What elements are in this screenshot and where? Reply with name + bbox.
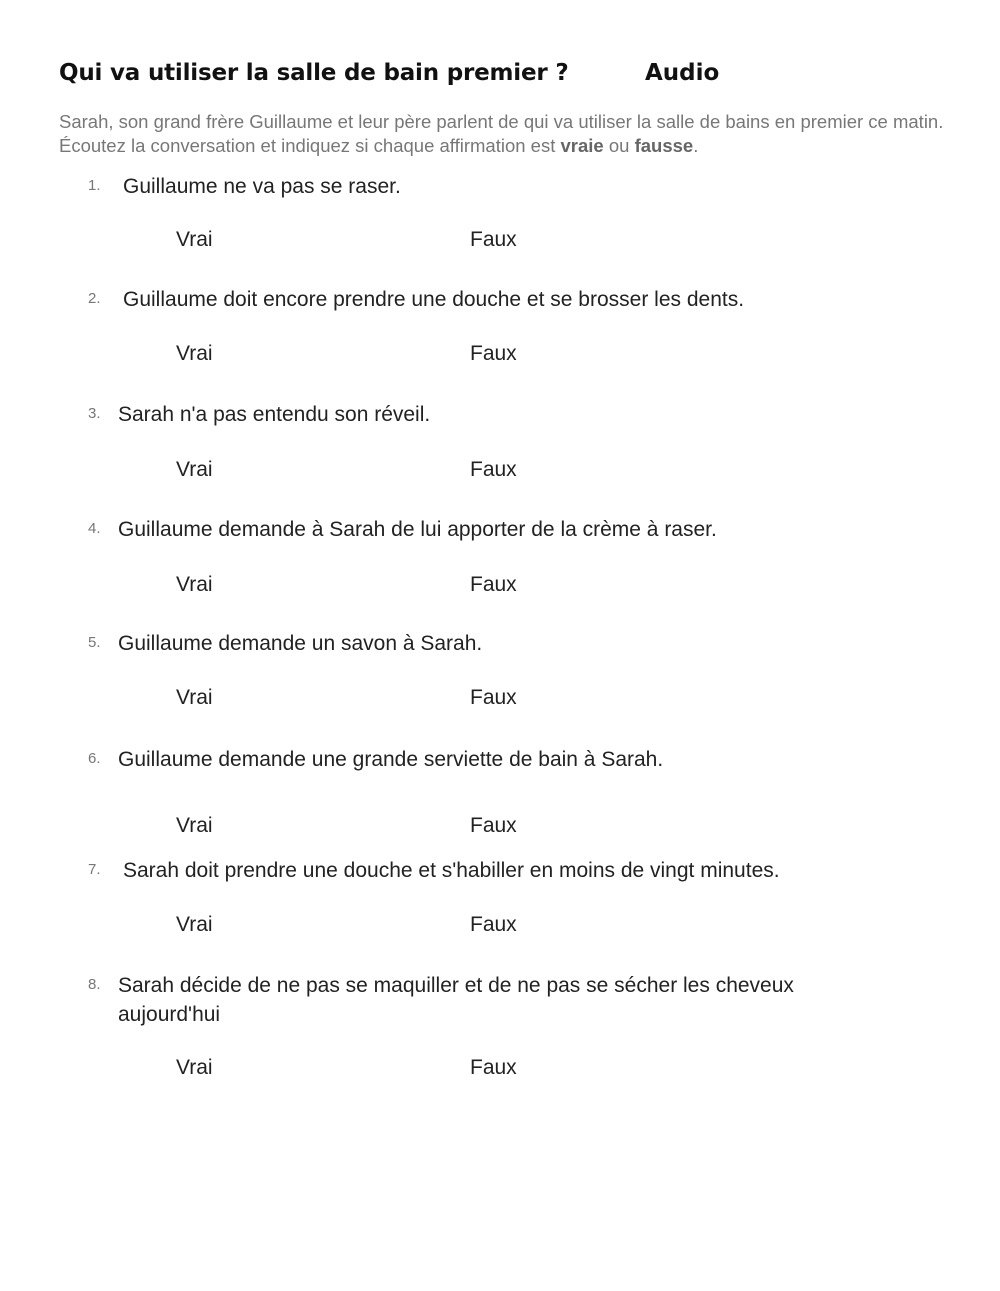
- question-text: Guillaume demande une grande serviette de bain à Sarah.: [118, 748, 664, 771]
- option-faux[interactable]: Faux: [470, 573, 517, 596]
- option-vrai[interactable]: Vrai: [176, 686, 213, 709]
- option-vrai[interactable]: Vrai: [176, 342, 213, 365]
- question-text: Sarah n'a pas entendu son réveil.: [118, 403, 431, 426]
- option-faux[interactable]: Faux: [470, 228, 517, 251]
- question-text: Sarah doit prendre une douche et s'habiller en moins de vingt minutes.: [123, 859, 780, 882]
- question-text: Guillaume doit encore prendre une douche et se brosser les dents.: [123, 288, 745, 311]
- question-number: 4.: [88, 520, 101, 537]
- option-vrai[interactable]: Vrai: [176, 573, 213, 596]
- question-number: 3.: [88, 405, 101, 422]
- option-vrai[interactable]: Vrai: [176, 458, 213, 481]
- instructions-connector: ou: [603, 135, 635, 156]
- instructions: [59, 110, 959, 158]
- question-number: 7.: [88, 861, 101, 878]
- option-faux[interactable]: Faux: [470, 814, 517, 837]
- page-title: Qui va utiliser la salle de bain premier ?: [59, 60, 569, 86]
- option-faux[interactable]: Faux: [470, 342, 517, 365]
- instructions-bold-true: vraie: [560, 135, 604, 156]
- option-vrai[interactable]: Vrai: [176, 913, 213, 936]
- option-faux[interactable]: Faux: [470, 686, 517, 709]
- audio-label: Audio: [645, 60, 720, 86]
- option-vrai[interactable]: Vrai: [176, 814, 213, 837]
- instructions-bold-false: fausse: [634, 135, 694, 156]
- question-text: Sarah décide de ne pas se maquiller et de ne pas se sécher les cheveux aujourd'hui: [118, 974, 794, 1026]
- question-text: Guillaume ne va pas se raser.: [123, 175, 401, 198]
- option-vrai[interactable]: Vrai: [176, 1056, 213, 1079]
- option-faux[interactable]: Faux: [470, 458, 517, 481]
- question-number: 8.: [88, 976, 101, 993]
- question-number: 2.: [88, 290, 101, 307]
- question-number: 6.: [88, 750, 101, 767]
- option-faux[interactable]: Faux: [470, 913, 517, 936]
- question-text: Guillaume demande à Sarah de lui apporter de la crème à raser.: [118, 518, 717, 541]
- instructions-text: Sarah, son grand frère Guillaume et leur père parlent de qui va utiliser la salle de bains en premier ce matin. Écoutez la conversation et indiquez si chaque affirmation est: [59, 111, 944, 156]
- question-number: 5.: [88, 634, 101, 651]
- question-text: Guillaume demande un savon à Sarah.: [118, 632, 483, 655]
- question-number: 1.: [88, 177, 101, 194]
- option-faux[interactable]: Faux: [470, 1056, 517, 1079]
- option-vrai[interactable]: Vrai: [176, 228, 213, 251]
- instructions-end: .: [693, 135, 699, 156]
